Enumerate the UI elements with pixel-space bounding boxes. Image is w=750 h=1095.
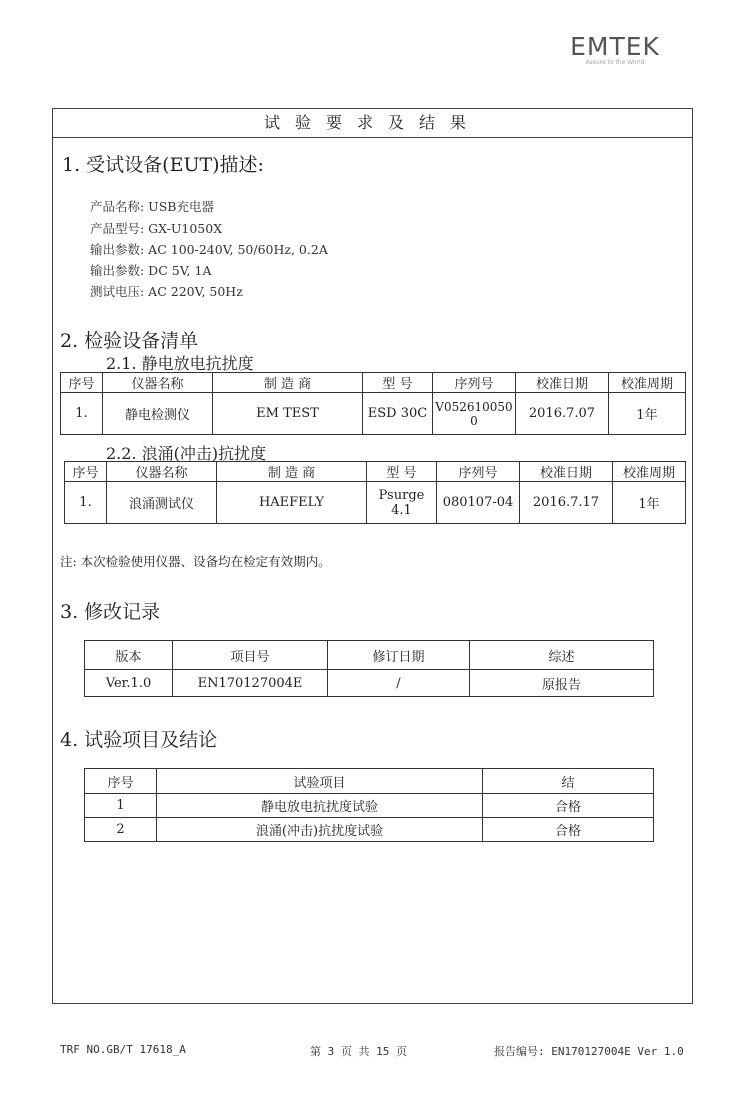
cell-no: 1. xyxy=(65,482,107,524)
col-header-name: 仪器名称 xyxy=(107,462,217,482)
col-header-revision-date: 修订日期 xyxy=(328,641,470,670)
footer-page-number: 第 3 页 共 15 页 xyxy=(310,1045,407,1058)
col-header-version: 版本 xyxy=(85,641,173,670)
cell-result: 合格 xyxy=(483,794,654,818)
cell-cal-date: 2016.7.07 xyxy=(516,393,609,435)
cell-model: ESD 30C xyxy=(363,393,433,435)
test-conclusion-table xyxy=(84,768,654,842)
col-header-model: 型 号 xyxy=(367,462,437,482)
table-header-row xyxy=(85,769,654,794)
logo-wordmark: EMTEK xyxy=(570,32,660,61)
cell-no: 1. xyxy=(61,393,103,435)
desc-line-name: 产品名称: USB充电器 xyxy=(90,199,214,214)
footer-report-number: 报告编号: EN170127004E Ver 1.0 xyxy=(494,1045,684,1058)
cell-cal-date: 2016.7.17 xyxy=(520,482,613,524)
equipment-validity-note: 注: 本次检验使用仪器、设备均在检定有效期内。 xyxy=(60,554,331,569)
col-header-result: 结 xyxy=(483,769,654,794)
cell-project: EN170127004E xyxy=(173,670,328,697)
table-row xyxy=(85,818,654,842)
esd-equipment-table xyxy=(60,372,686,435)
logo-tagline: Assure to the World xyxy=(585,59,645,66)
section-2-title: 2. 检验设备清单 xyxy=(60,330,199,352)
table-header-row xyxy=(61,373,686,393)
table-row xyxy=(61,393,686,435)
col-header-cal-period: 校准周期 xyxy=(613,462,686,482)
cell-maker: EM TEST xyxy=(213,393,363,435)
cell-no: 2 xyxy=(85,818,157,842)
desc-line-model: 产品型号: GX-U1050X xyxy=(90,221,223,236)
cell-cal-period: 1年 xyxy=(613,482,686,524)
col-header-summary: 综述 xyxy=(470,641,654,670)
col-header-maker: 制 造 商 xyxy=(213,373,363,393)
table-header-row xyxy=(65,462,686,482)
col-header-model: 型 号 xyxy=(363,373,433,393)
cell-model: Psurge 4.1 xyxy=(367,482,437,524)
table-header-row xyxy=(85,641,654,670)
cell-cal-period: 1年 xyxy=(609,393,686,435)
col-header-no: 序号 xyxy=(85,769,157,794)
subsection-surge-title: 2.2. 浪涌(冲击)抗扰度 xyxy=(106,444,267,463)
col-header-no: 序号 xyxy=(61,373,103,393)
col-header-serial: 序列号 xyxy=(433,373,516,393)
table-row xyxy=(85,794,654,818)
col-header-cal-date: 校准日期 xyxy=(516,373,609,393)
cell-result: 合格 xyxy=(483,818,654,842)
col-header-serial: 序列号 xyxy=(437,462,520,482)
footer-form-number: TRF NO.GB/T 17618_A xyxy=(60,1043,186,1056)
cell-serial: V0526100500 xyxy=(433,393,516,435)
table-row xyxy=(65,482,686,524)
surge-equipment-table xyxy=(64,461,686,524)
section-1-title: 1. 受试设备(EUT)描述: xyxy=(62,154,264,176)
section-3-title: 3. 修改记录 xyxy=(60,601,161,623)
col-header-name: 仪器名称 xyxy=(103,373,213,393)
cell-name: 浪涌测试仪 xyxy=(107,482,217,524)
section-4-title: 4. 试验项目及结论 xyxy=(60,729,218,751)
col-header-no: 序号 xyxy=(65,462,107,482)
cell-version: Ver.1.0 xyxy=(85,670,173,697)
col-header-cal-date: 校准日期 xyxy=(520,462,613,482)
desc-line-test-voltage: 测试电压: AC 220V, 50Hz xyxy=(90,284,243,299)
cell-test-item: 浪涌(冲击)抗扰度试验 xyxy=(157,818,483,842)
cell-name: 静电检测仪 xyxy=(103,393,213,435)
frame-title: 试验要求及结果 xyxy=(53,109,692,138)
col-header-maker: 制 造 商 xyxy=(217,462,367,482)
col-header-cal-period: 校准周期 xyxy=(609,373,686,393)
table-row xyxy=(85,670,654,697)
emtek-logo xyxy=(555,32,675,66)
subsection-esd-title: 2.1. 静电放电抗扰度 xyxy=(106,354,254,373)
cell-maker: HAEFELY xyxy=(217,482,367,524)
col-header-test-item: 试验项目 xyxy=(157,769,483,794)
revision-history-table xyxy=(84,640,654,697)
desc-line-output: 输出参数: DC 5V, 1A xyxy=(90,263,212,278)
col-header-project: 项目号 xyxy=(173,641,328,670)
cell-revision-date: / xyxy=(328,670,470,697)
cell-no: 1 xyxy=(85,794,157,818)
cell-summary: 原报告 xyxy=(470,670,654,697)
cell-test-item: 静电放电抗扰度试验 xyxy=(157,794,483,818)
desc-line-input: 输出参数: AC 100-240V, 50/60Hz, 0.2A xyxy=(90,242,328,257)
cell-serial: 080107-04 xyxy=(437,482,520,524)
